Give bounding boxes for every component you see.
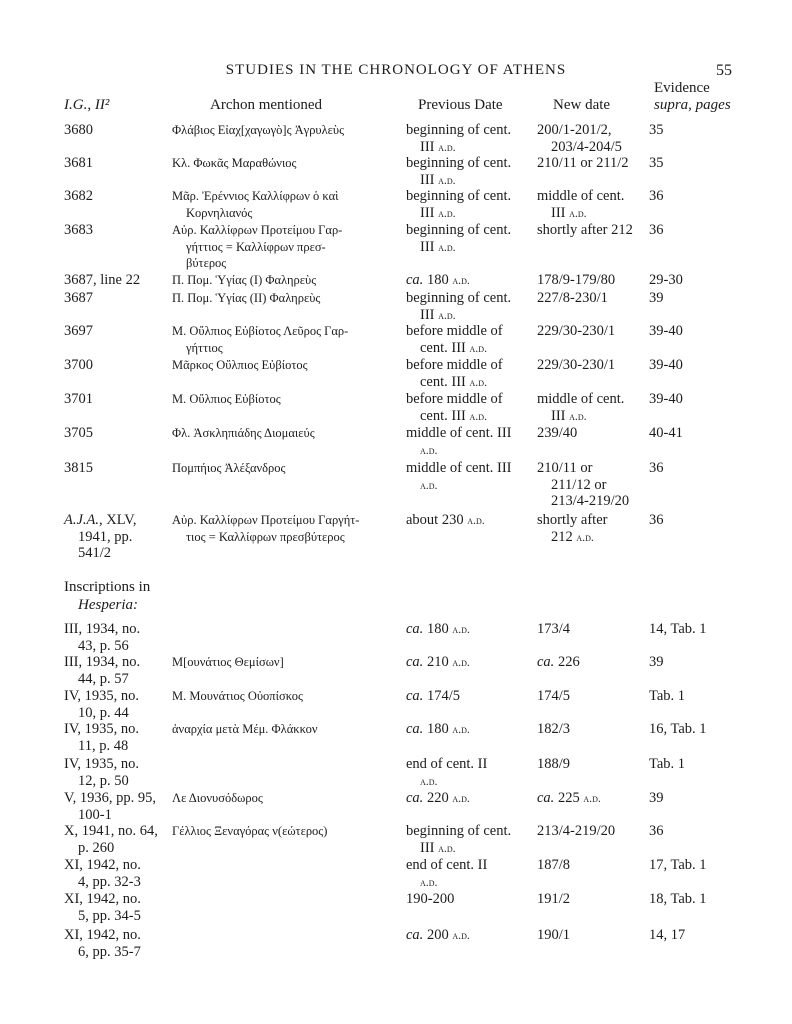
ig-reference: 3682 <box>64 188 93 204</box>
evidence-pages: 29-30 <box>649 272 683 288</box>
new-date: 190/1 <box>537 927 571 943</box>
archon-name: Μᾶρκος Οὔλπιος Εὐβίοτος <box>172 358 308 372</box>
ig-reference: 3815 <box>64 460 93 476</box>
evidence-pages: 14, Tab. 1 <box>649 621 707 637</box>
archon-name: Πομπήιος Ἀλέξανδρος <box>172 461 286 475</box>
new-date: 210/11 or 211/12 or 213/4-219/20 <box>537 460 630 509</box>
previous-date: end of cent. II a.d. <box>406 756 488 788</box>
evidence-pages: 39 <box>649 654 664 670</box>
previous-date: about 230 a.d. <box>406 512 485 528</box>
new-date: 191/2 <box>537 891 571 907</box>
ig-reference: 3697 <box>64 323 93 339</box>
archon-name: Π. Πομ. Ὑγίας (I) Φαληρεὺς <box>172 273 317 287</box>
ig-reference: 3700 <box>64 357 93 373</box>
new-date: 178/9-179/80 <box>537 272 616 288</box>
evidence-pages: 35 <box>649 122 664 138</box>
ig-reference: 3680 <box>64 122 93 138</box>
evidence-pages: 14, 17 <box>649 927 686 943</box>
new-date: 182/3 <box>537 721 571 737</box>
archon-name: Αὐρ. Καλλίφρων Προτείμου Γαρ- γήττιος = Καλλίφρων πρεσ- βύτερος <box>172 223 343 270</box>
previous-date: middle of cent. III a.d. <box>406 460 512 492</box>
new-date: 229/30-230/1 <box>537 323 616 339</box>
evidence-pages: 36 <box>649 188 664 204</box>
new-date: 187/8 <box>537 857 571 873</box>
new-date: 239/40 <box>537 425 578 441</box>
new-date: 210/11 or 211/2 <box>537 155 629 171</box>
page-number: 55 <box>716 62 732 79</box>
evidence-pages: 39-40 <box>649 323 683 339</box>
previous-date: ca. 210 a.d. <box>406 654 470 670</box>
previous-date: beginning of cent. III a.d. <box>406 155 512 188</box>
previous-date: beginning of cent. III a.d. <box>406 222 512 255</box>
new-date: ca. 226 <box>537 654 580 670</box>
ig-reference: IV, 1935, no. 11, p. 48 <box>64 721 140 754</box>
ig-reference: XI, 1942, no. 5, pp. 34-5 <box>64 891 141 924</box>
evidence-pages: 39 <box>649 790 664 806</box>
previous-date: beginning of cent. III a.d. <box>406 823 512 856</box>
running-title: STUDIES IN THE CHRONOLOGY OF ATHENS <box>225 62 567 78</box>
archon-name: Μ. Οὔλπιος Εὐβίοτος Λεῦρος Γαρ- γήττιος <box>172 324 349 355</box>
previous-date: middle of cent. III a.d. <box>406 425 512 457</box>
previous-date: beginning of cent. III a.d. <box>406 290 512 323</box>
new-date: 200/1-201/2, 203/4-204/5 <box>537 122 622 155</box>
previous-date: 190-200 <box>406 891 455 907</box>
ig-reference: 3687, line 22 <box>64 272 141 288</box>
evidence-pages: 17, Tab. 1 <box>649 857 707 873</box>
evidence-pages: 35 <box>649 155 664 171</box>
column-header-ig: I.G., II² <box>64 97 110 113</box>
archon-name: Κλ. Φωκᾶς Μαραθώνιος <box>172 156 297 170</box>
archon-name: Π. Πομ. Ὑγίας (II) Φαληρεὺς <box>172 291 321 305</box>
ig-reference: IV, 1935, no. 10, p. 44 <box>64 688 140 721</box>
new-date: middle of cent. III a.d. <box>537 188 625 221</box>
archon-name: Μ[ουνάτιος Θεμίσων] <box>172 655 284 669</box>
previous-date: ca. 220 a.d. <box>406 790 470 806</box>
evidence-pages: 39-40 <box>649 391 683 407</box>
previous-date: before middle of cent. III a.d. <box>406 357 503 390</box>
evidence-pages: 36 <box>649 222 664 238</box>
ig-reference: III, 1934, no. 43, p. 56 <box>64 621 141 654</box>
new-date: 188/9 <box>537 756 571 772</box>
ig-reference: 3705 <box>64 425 93 441</box>
column-header-previous-date: Previous Date <box>418 97 503 113</box>
column-header-archon: Archon mentioned <box>210 97 323 113</box>
evidence-pages: 39 <box>649 290 664 306</box>
new-date: shortly after 212 a.d. <box>537 512 608 545</box>
section-heading-hesperia: Inscriptions in Hesperia: <box>64 579 151 613</box>
archon-name: Μᾶρ. Ἐρέννιος Καλλίφρων ὁ καὶ Κορνηλιανός <box>172 189 339 220</box>
previous-date: ca. 180 a.d. <box>406 621 470 637</box>
new-date: 174/5 <box>537 688 571 704</box>
archon-name: Μ. Μουνάτιος Οὐοπίσκος <box>172 689 303 703</box>
new-date: middle of cent. III a.d. <box>537 391 625 424</box>
evidence-pages: Tab. 1 <box>649 756 686 772</box>
ig-reference: III, 1934, no. 44, p. 57 <box>64 654 141 687</box>
evidence-pages: 36 <box>649 823 664 839</box>
ig-reference: 3687 <box>64 290 93 306</box>
ig-reference: 3683 <box>64 222 93 238</box>
new-date: shortly after 212 <box>537 222 633 238</box>
archon-name: Αὐρ. Καλλίφρων Προτείμου Γαργήτ- τιος = Καλλίφρων πρεσβύτερος <box>172 513 360 544</box>
previous-date: before middle of cent. III a.d. <box>406 323 503 356</box>
evidence-pages: Tab. 1 <box>649 688 686 704</box>
evidence-pages: 39-40 <box>649 357 683 373</box>
previous-date: before middle of cent. III a.d. <box>406 391 503 424</box>
previous-date: ca. 200 a.d. <box>406 927 470 943</box>
new-date: ca. 225 a.d. <box>537 790 601 806</box>
ig-reference: 3681 <box>64 155 93 171</box>
ig-reference: IV, 1935, no. 12, p. 50 <box>64 756 140 789</box>
new-date: 227/8-230/1 <box>537 290 608 306</box>
previous-date: end of cent. II a.d. <box>406 857 488 889</box>
evidence-pages: 36 <box>649 512 664 528</box>
ig-reference: XI, 1942, no. 4, pp. 32-3 <box>64 857 141 890</box>
previous-date: ca. 180 a.d. <box>406 272 470 288</box>
archon-name: Λε Διονυσόδωρος <box>172 791 263 805</box>
ig-reference: X, 1941, no. 64, p. 260 <box>64 823 158 856</box>
new-date: 173/4 <box>537 621 571 637</box>
previous-date: ca. 180 a.d. <box>406 721 470 737</box>
new-date: 213/4-219/20 <box>537 823 616 839</box>
ig-reference: V, 1936, pp. 95, 100-1 <box>64 790 156 823</box>
archon-name: Φλάβιος Εἰαχ[χαγωγὸ]ς Ἀγρυλεὺς <box>172 123 345 137</box>
previous-date: beginning of cent. III a.d. <box>406 188 512 221</box>
archon-name: Φλ. Ἀσκληπιάδης Διομαιεύς <box>172 426 315 440</box>
column-header-evidence: Evidence supra, pages <box>654 80 731 113</box>
evidence-pages: 18, Tab. 1 <box>649 891 707 907</box>
evidence-pages: 36 <box>649 460 664 476</box>
archon-name: Γέλλιος Ξεναγόρας ν(εώτερος) <box>172 824 328 838</box>
previous-date: ca. 174/5 <box>406 688 460 704</box>
archon-name: Μ. Οὔλπιος Εὐβίοτος <box>172 392 281 406</box>
ig-reference: A.J.A., XLV, 1941, pp. 541/2 <box>64 512 137 561</box>
ig-reference: XI, 1942, no. 6, pp. 35-7 <box>64 927 141 960</box>
column-header-new-date: New date <box>553 97 611 113</box>
evidence-pages: 40-41 <box>649 425 683 441</box>
evidence-pages: 16, Tab. 1 <box>649 721 707 737</box>
previous-date: beginning of cent. III a.d. <box>406 122 512 155</box>
archon-name: ἀναρχία μετὰ Μέμ. Φλάκκον <box>172 722 318 736</box>
ig-reference: 3701 <box>64 391 93 407</box>
new-date: 229/30-230/1 <box>537 357 616 373</box>
